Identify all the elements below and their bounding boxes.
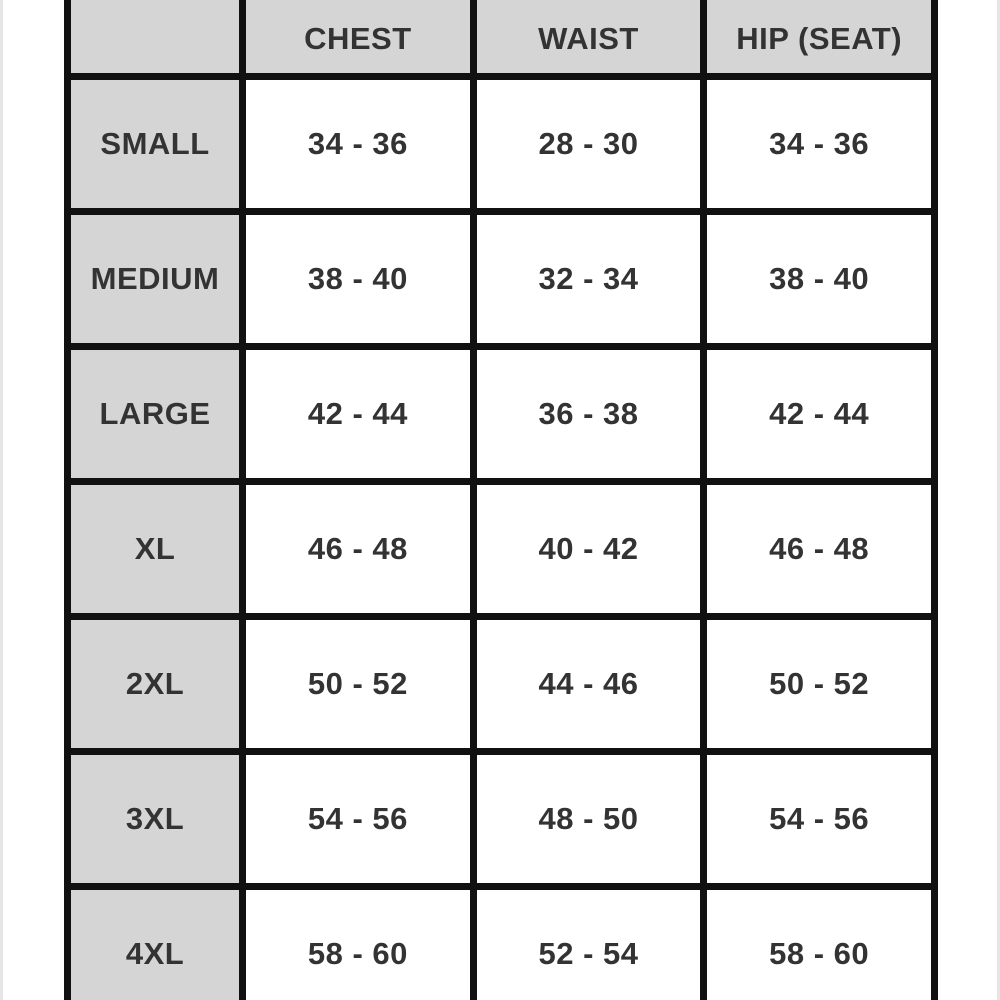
column-header-label: CHEST <box>304 21 412 56</box>
chest-value-cell: 34 - 36 <box>243 77 474 212</box>
table-row <box>68 752 935 887</box>
waist-value-cell: 40 - 42 <box>473 482 704 617</box>
column-header-label: WAIST <box>538 21 639 56</box>
column-header-label: HIP (SEAT) <box>736 21 903 56</box>
waist-value-cell: 52 - 54 <box>473 887 704 1000</box>
table-row <box>68 77 935 212</box>
column-header-waist <box>473 0 704 77</box>
waist-value-cell: 44 - 46 <box>473 617 704 752</box>
table-row <box>68 617 935 752</box>
waist-value-cell: 28 - 30 <box>473 77 704 212</box>
hip-value-cell: 46 - 48 <box>704 482 935 617</box>
hip-value-cell: 50 - 52 <box>704 617 935 752</box>
size-chart-table <box>64 0 938 1000</box>
hip-value-cell: 54 - 56 <box>704 752 935 887</box>
chest-value-cell: 54 - 56 <box>243 752 474 887</box>
size-label-cell: 4XL <box>68 887 243 1000</box>
size-label-cell: LARGE <box>68 347 243 482</box>
size-label-cell: XL <box>68 482 243 617</box>
chest-value-cell: 46 - 48 <box>243 482 474 617</box>
table-row <box>68 347 935 482</box>
chest-value-cell: 50 - 52 <box>243 617 474 752</box>
size-label-cell: SMALL <box>68 77 243 212</box>
size-label-cell: 3XL <box>68 752 243 887</box>
waist-value-cell: 48 - 50 <box>473 752 704 887</box>
hip-value-cell: 38 - 40 <box>704 212 935 347</box>
hip-value-cell: 42 - 44 <box>704 347 935 482</box>
corner-cell <box>68 0 243 77</box>
waist-value-cell: 32 - 34 <box>473 212 704 347</box>
size-label-cell: 2XL <box>68 617 243 752</box>
table-row <box>68 212 935 347</box>
chest-value-cell: 38 - 40 <box>243 212 474 347</box>
chest-value-cell: 58 - 60 <box>243 887 474 1000</box>
left-edge-line <box>0 0 3 1000</box>
table-row <box>68 887 935 1000</box>
size-label-cell: MEDIUM <box>68 212 243 347</box>
hip-value-cell: 34 - 36 <box>704 77 935 212</box>
column-header-chest <box>243 0 474 77</box>
column-header-hip <box>704 0 935 77</box>
waist-value-cell: 36 - 38 <box>473 347 704 482</box>
hip-value-cell: 58 - 60 <box>704 887 935 1000</box>
table-row <box>68 482 935 617</box>
header-row <box>68 0 935 77</box>
chest-value-cell: 42 - 44 <box>243 347 474 482</box>
